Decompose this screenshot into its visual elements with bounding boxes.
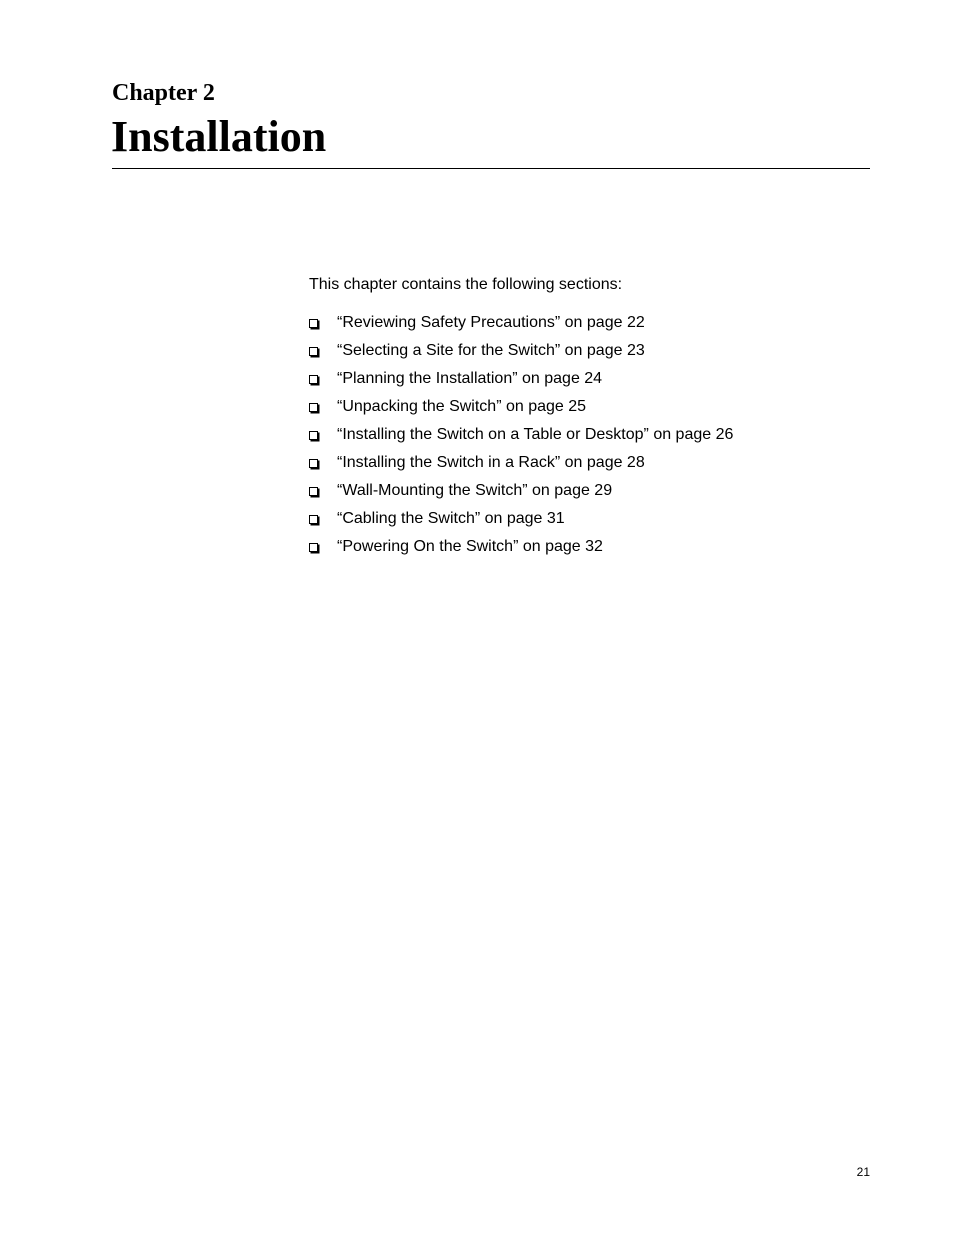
section-list-item bbox=[309, 424, 733, 452]
section-list-item bbox=[309, 480, 733, 508]
section-link[interactable]: “Powering On the Switch” on page 32 bbox=[337, 538, 603, 555]
section-link[interactable]: “Cabling the Switch” on page 31 bbox=[337, 510, 565, 527]
section-link[interactable]: “Unpacking the Switch” on page 25 bbox=[337, 398, 587, 415]
square-bullet-icon bbox=[309, 312, 337, 334]
section-link[interactable]: “Reviewing Safety Precautions” on page 22 bbox=[337, 314, 645, 331]
section-link[interactable]: “Installing the Switch in a Rack” on page 28 bbox=[337, 454, 645, 471]
intro-text: This chapter contains the following sections: bbox=[309, 276, 623, 293]
section-link[interactable]: “Installing the Switch on a Table or Desktop” on page 26 bbox=[337, 426, 734, 443]
square-bullet-icon bbox=[309, 508, 337, 530]
square-bullet-icon bbox=[309, 424, 337, 446]
section-list-item bbox=[309, 312, 733, 340]
section-link[interactable]: “Wall-Mounting the Switch” on page 29 bbox=[337, 482, 613, 499]
square-bullet-icon bbox=[309, 340, 337, 362]
square-bullet-icon bbox=[309, 536, 337, 558]
square-bullet-icon bbox=[309, 396, 337, 418]
section-list bbox=[309, 312, 733, 564]
section-list-item bbox=[309, 396, 733, 424]
square-bullet-icon bbox=[309, 452, 337, 474]
square-bullet-icon bbox=[309, 368, 337, 390]
section-list-item bbox=[309, 368, 733, 396]
section-link[interactable]: “Planning the Installation” on page 24 bbox=[337, 370, 603, 387]
section-list-item bbox=[309, 452, 733, 480]
section-list-item bbox=[309, 508, 733, 536]
section-list-item bbox=[309, 536, 733, 564]
chapter-label: Chapter 2 bbox=[112, 80, 215, 106]
section-link[interactable]: “Selecting a Site for the Switch” on page 23 bbox=[337, 342, 645, 359]
title-divider bbox=[112, 168, 870, 169]
section-list-item bbox=[309, 340, 733, 368]
square-bullet-icon bbox=[309, 480, 337, 502]
chapter-title: Installation bbox=[111, 112, 327, 161]
page-number: 21 bbox=[856, 1165, 870, 1179]
